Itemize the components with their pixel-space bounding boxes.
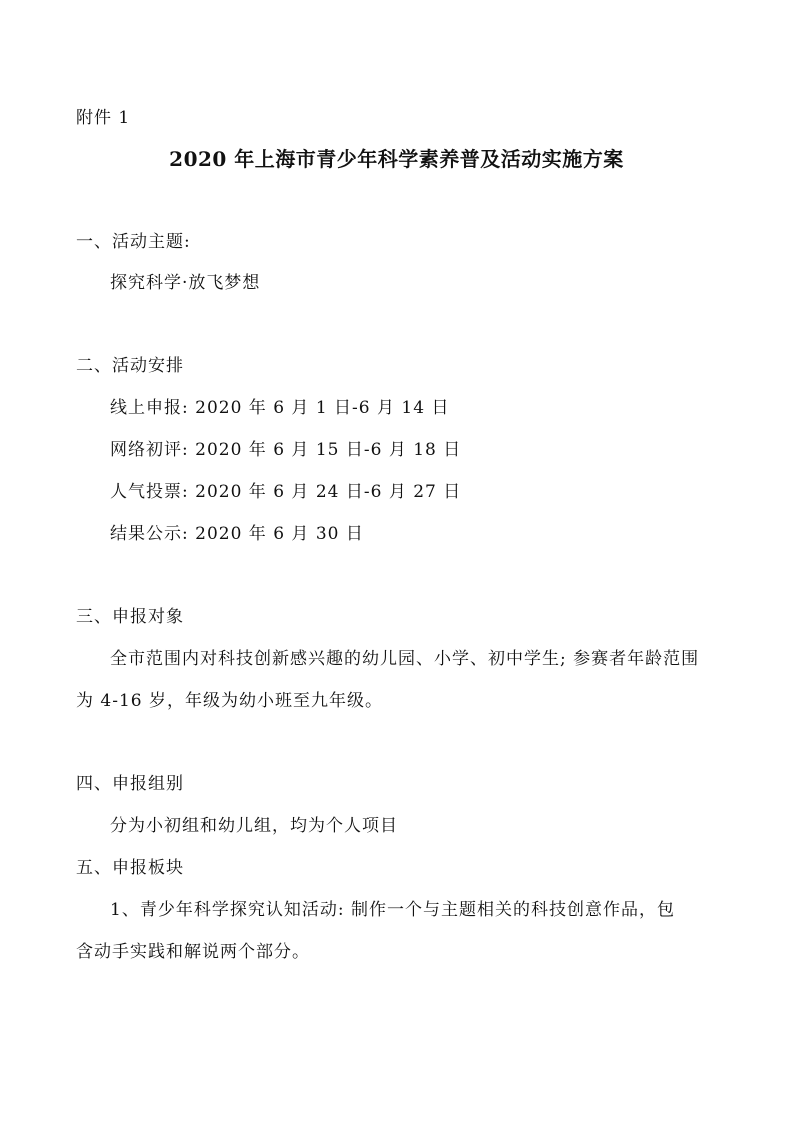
schedule-item-result-announcement: 结果公示: 2020 年 6 月 30 日	[110, 524, 364, 544]
schedule-item-preliminary-review: 网络初评: 2020 年 6 月 15 日-6 月 18 日	[110, 440, 462, 460]
document-title: 2020 年上海市青少年科学素养普及活动实施方案	[169, 147, 624, 171]
attachment-label: 附件 1	[76, 108, 131, 128]
section-modules-paragraph-line2: 含动手实践和解说两个部分。	[76, 942, 310, 962]
section-target-heading: 三、申报对象	[76, 607, 184, 627]
section-theme-heading: 一、活动主题:	[76, 232, 191, 252]
section-groups-content: 分为小初组和幼儿组，均为个人项目	[110, 816, 398, 836]
section-target-paragraph-line1: 全市范围内对科技创新感兴趣的幼儿园、小学、初中学生; 参赛者年龄范围	[110, 649, 700, 669]
schedule-item-online-submission: 线上申报: 2020 年 6 月 1 日-6 月 14 日	[110, 398, 450, 418]
section-schedule-heading: 二、活动安排	[76, 356, 184, 376]
section-modules-paragraph-line1: 1、青少年科学探究认知活动: 制作一个与主题相关的科技创意作品，包	[110, 900, 675, 920]
section-theme-content: 探究科学·放飞梦想	[110, 273, 261, 293]
schedule-item-popularity-vote: 人气投票: 2020 年 6 月 24 日-6 月 27 日	[110, 482, 462, 502]
section-target-paragraph-line2: 为 4-16 岁，年级为幼小班至九年级。	[76, 691, 383, 711]
section-modules-heading: 五、申报板块	[76, 858, 184, 878]
section-groups-heading: 四、申报组别	[76, 774, 184, 794]
